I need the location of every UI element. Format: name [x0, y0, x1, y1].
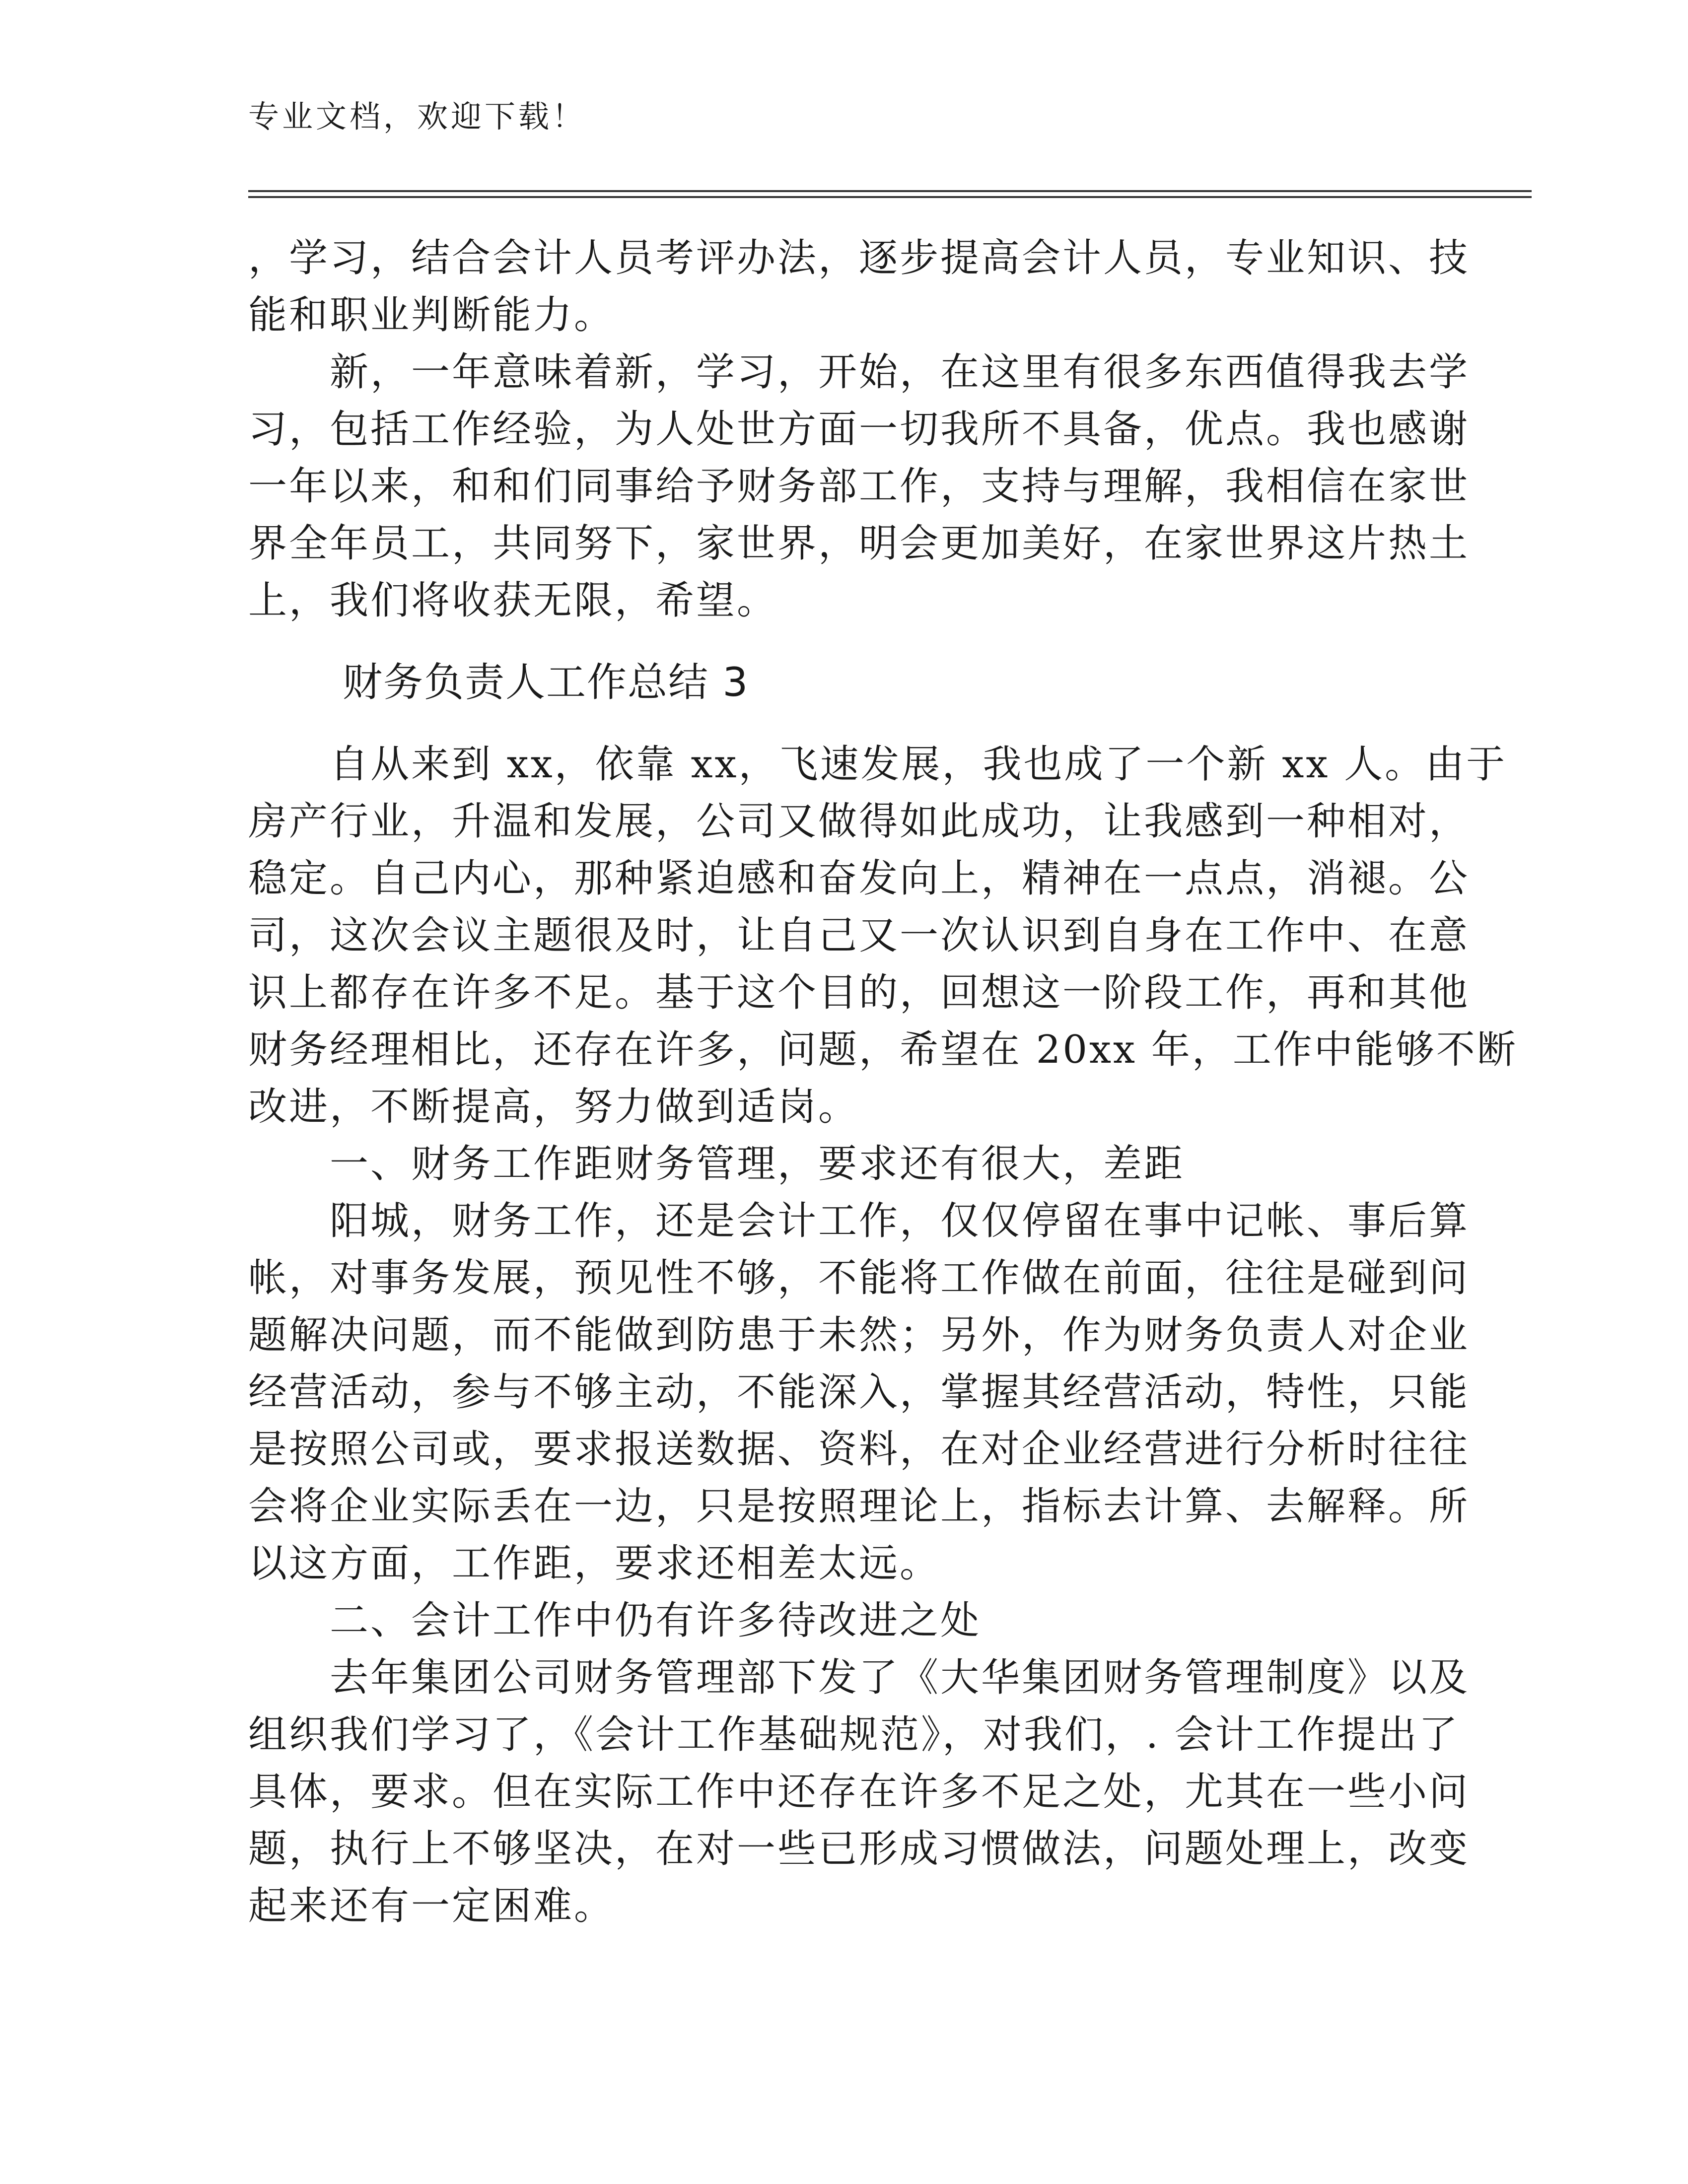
text-line: 是按照公司或，要求报送数据、资料，在对企业经营进行分析时往往 — [248, 1427, 1470, 1472]
text-line: 阳城，财务工作，还是会计工作，仅仅停留在事中记帐、事后算 — [248, 1199, 1470, 1243]
text-line: 识上都存在许多不足。基于这个目的，回想这一阶段工作，再和其他 — [248, 970, 1470, 1015]
text-line: ，学习，结合会计人员考评办法，逐步提高会计人员，专业知识、技 — [248, 236, 1470, 280]
text-line: 以这方面，工作距，要求还相差太远。 — [248, 1541, 941, 1586]
text-line: 稳定。自己内心，那种紧迫感和奋发向上，精神在一点点，消褪。公 — [248, 856, 1470, 901]
text-line: 题解决问题，而不能做到防患于未然；另外，作为财务负责人对企业 — [248, 1313, 1470, 1358]
text-line: 起来还有一定困难。 — [248, 1884, 615, 1928]
text-line: 司，这次会议主题很及时，让自己又一次认识到自身在工作中、在意 — [248, 913, 1470, 958]
text-line: 改进，不断提高，努力做到适岗。 — [248, 1085, 859, 1129]
text-line: 经营活动，参与不够主动，不能深入，掌握其经营活动，特性，只能 — [248, 1370, 1470, 1415]
text-line: 组织我们学习了，《会计工作基础规范》，对我们，. 会计工作提出了 — [248, 1712, 1460, 1757]
text-line: 具体，要求。但在实际工作中还存在许多不足之处，尤其在一些小问 — [248, 1770, 1470, 1814]
text-line: 上，我们将收获无限，希望。 — [248, 578, 778, 623]
text-line: 界全年员工，共同努下，家世界，明会更加美好，在家世界这片热土 — [248, 521, 1470, 566]
text-line: 题，执行上不够坚决，在对一些已形成习惯做法，问题处理上，改变 — [248, 1827, 1470, 1871]
text-line: 房产行业，升温和发展，公司又做得如此成功，让我感到一种相对， — [248, 799, 1470, 844]
text-line: 新，一年意味着新，学习，开始，在这里有很多东西值得我去学 — [248, 350, 1470, 395]
text-line: 能和职业判断能力。 — [248, 293, 615, 338]
text-line: 习，包括工作经验，为人处世方面一切我所不具备，优点。我也感谢 — [248, 407, 1470, 452]
subheading-line: 一、财务工作距财务管理，要求还有很大，差距 — [248, 1142, 1185, 1186]
text-line: 自从来到 xx，依靠 xx，飞速发展，我也成了一个新 xx 人。由于 — [248, 742, 1507, 787]
text-line: 帐，对事务发展，预见性不够，不能将工作做在前面，往往是碰到问 — [248, 1256, 1470, 1300]
header-rule-bottom — [248, 196, 1532, 198]
subheading-line: 二、会计工作中仍有许多待改进之处 — [248, 1598, 982, 1643]
text-line: 去年集团公司财务管理部下发了《大华集团财务管理制度》以及 — [248, 1655, 1470, 1700]
text-line: 会将企业实际丢在一边，只是按照理论上，指标去计算、去解释。所 — [248, 1484, 1470, 1529]
text-line: 一年以来，和和们同事给予财务部工作，支持与理解，我相信在家世 — [248, 464, 1470, 509]
section-title: 财务负责人工作总结 3 — [343, 659, 749, 705]
header-rule-top — [248, 190, 1532, 192]
header-text: 专业文档，欢迎下载！ — [248, 98, 586, 135]
text-line: 财务经理相比，还存在许多，问题，希望在 20xx 年，工作中能够不断 — [248, 1027, 1518, 1072]
